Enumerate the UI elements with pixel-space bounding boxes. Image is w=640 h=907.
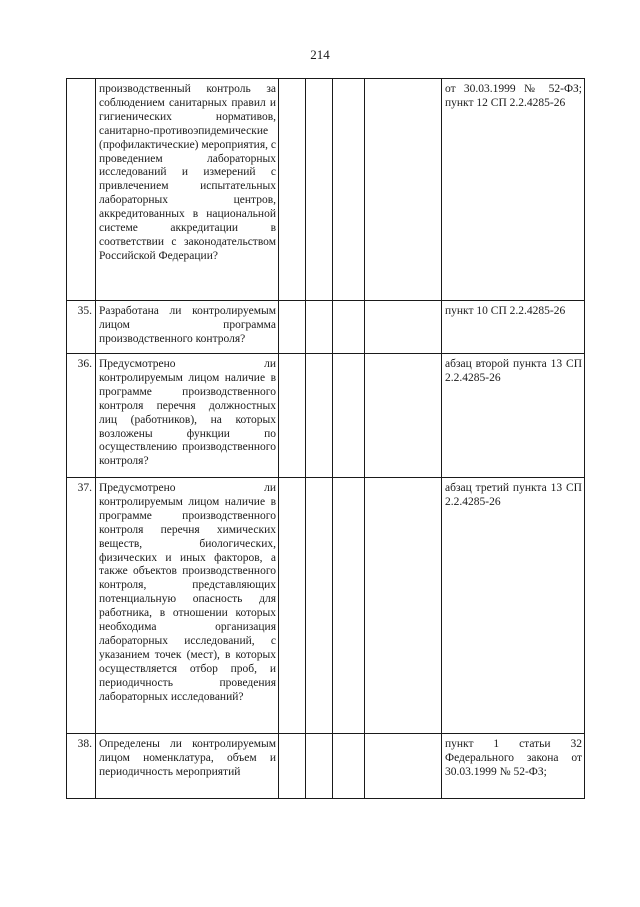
table-row [67, 734, 585, 799]
answer-yes-cell[interactable] [279, 79, 306, 301]
notes-cell[interactable] [365, 478, 442, 734]
row-number: 36. [67, 354, 96, 478]
row-number: 37. [67, 478, 96, 734]
legal-reference: абзац второй пункта 13 СП 2.2.4285-26 [442, 354, 585, 478]
notes-cell[interactable] [365, 301, 442, 354]
answer-no-cell[interactable] [306, 354, 333, 478]
answer-not-applicable-cell[interactable] [333, 734, 365, 799]
answer-no-cell[interactable] [306, 301, 333, 354]
row-number: 38. [67, 734, 96, 799]
notes-cell[interactable] [365, 734, 442, 799]
checklist-table [66, 78, 585, 799]
table-row [67, 478, 585, 734]
page-number: 214 [310, 47, 330, 62]
requirement-question: Предусмотрено ли контролируемым лицом наличие в программе производственного контроля перечня должностных лиц (работников), на которых возложены функции по осуществлению производственного контроля? [96, 354, 279, 478]
answer-yes-cell[interactable] [279, 354, 306, 478]
requirement-question: производственный контроль за соблюдением санитарных правил и гигиенических нормативов, санитарно-противоэпидемические (профилактические) мероприятия, с проведением лабораторных исследований и измерений с привлечением испытательных лабораторных центров, аккредитованных в национальной системе аккредитации в соответствии с законодательством Российской Федерации? [96, 79, 279, 301]
answer-not-applicable-cell[interactable] [333, 354, 365, 478]
notes-cell[interactable] [365, 354, 442, 478]
answer-no-cell[interactable] [306, 79, 333, 301]
answer-no-cell[interactable] [306, 478, 333, 734]
legal-reference: пункт 10 СП 2.2.4285-26 [442, 301, 585, 354]
answer-yes-cell[interactable] [279, 301, 306, 354]
row-number [67, 79, 96, 301]
requirement-question: Разработана ли контролируемым лицом программа производственного контроля? [96, 301, 279, 354]
answer-not-applicable-cell[interactable] [333, 79, 365, 301]
table-row [67, 354, 585, 478]
requirement-question: Предусмотрено ли контролируемым лицом наличие в программе производственного контроля перечня химических веществ, биологических, физических и иных факторов, а также объектов производственного контроля, представляющих потенциальную опасность для работника, в отношении которых необходима организация лабораторных исследований, с указанием точек (мест), в которых осуществляется отбор проб, и периодичность проведения лабораторных исследований? [96, 478, 279, 734]
answer-not-applicable-cell[interactable] [333, 301, 365, 354]
answer-yes-cell[interactable] [279, 478, 306, 734]
requirement-question: Определены ли контролируемым лицом номенклатура, объем и периодичность мероприятий [96, 734, 279, 799]
legal-reference: абзац третий пункта 13 СП 2.2.4285-26 [442, 478, 585, 734]
table-row [67, 301, 585, 354]
answer-no-cell[interactable] [306, 734, 333, 799]
row-number: 35. [67, 301, 96, 354]
notes-cell[interactable] [365, 79, 442, 301]
answer-yes-cell[interactable] [279, 734, 306, 799]
answer-not-applicable-cell[interactable] [333, 478, 365, 734]
legal-reference: пункт 1 статьи 32 Федерального закона от 30.03.1999 № 52-ФЗ; [442, 734, 585, 799]
legal-reference: от 30.03.1999 № 52-ФЗ; пункт 12 СП 2.2.4285-26 [442, 79, 585, 301]
table-row [67, 79, 585, 301]
